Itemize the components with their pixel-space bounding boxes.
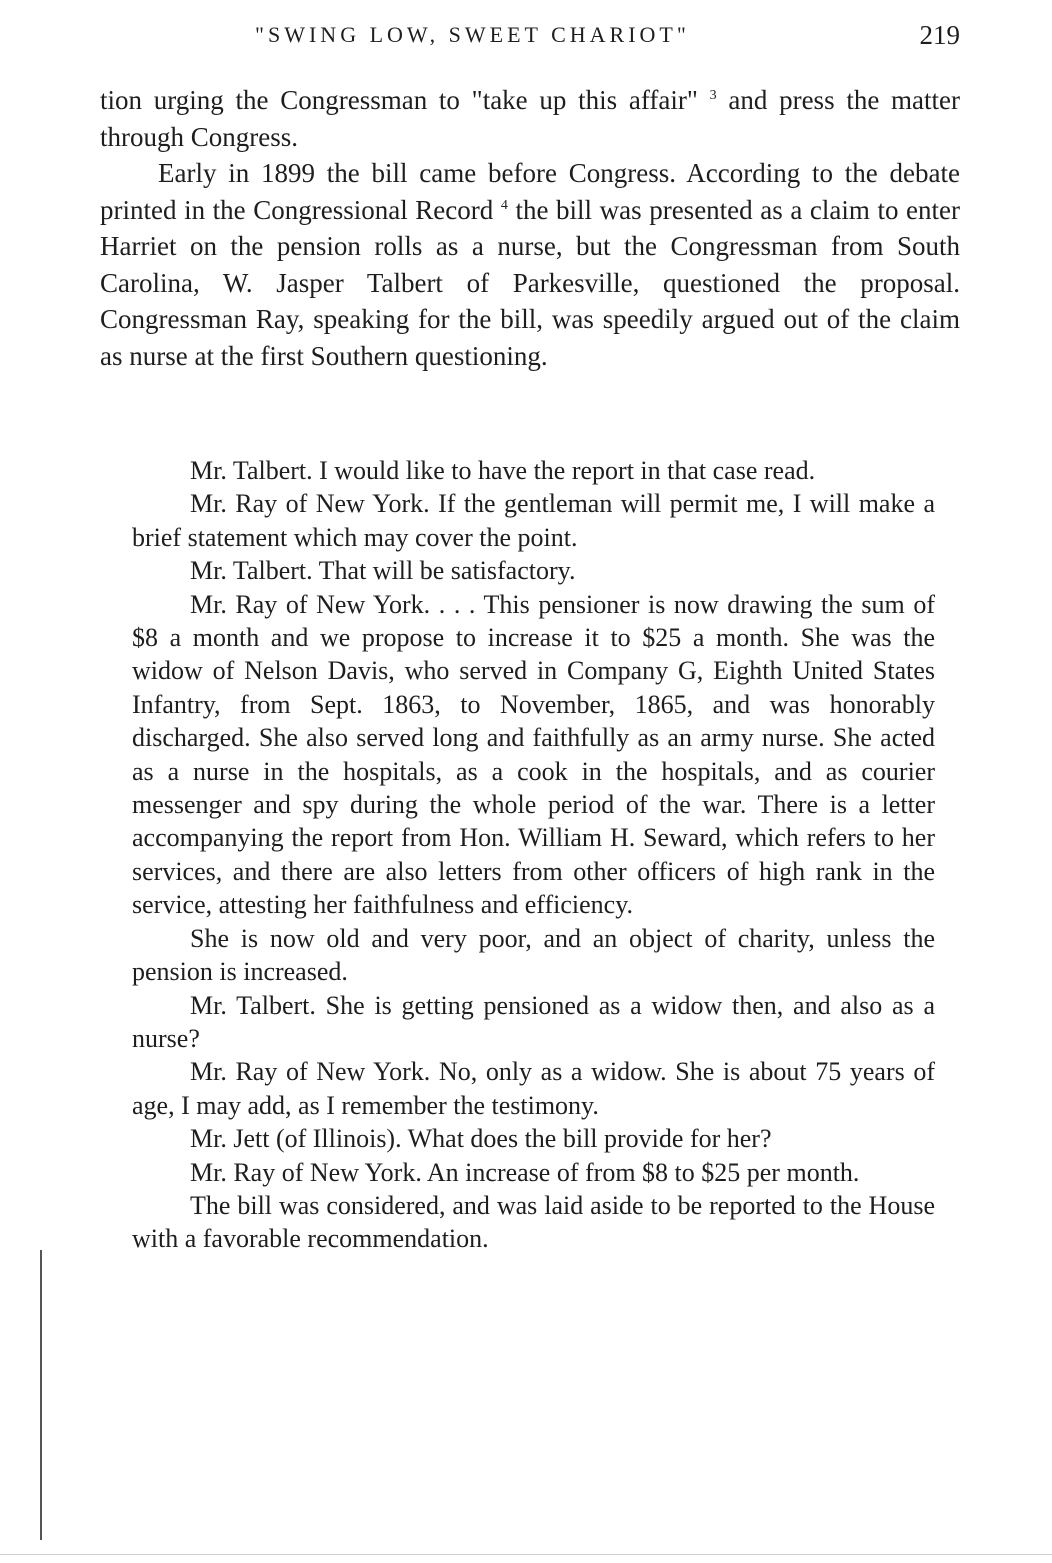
body-text xyxy=(100,82,960,374)
extract-paragraph: Mr. Talbert. She is getting pensioned as a widow then, and also as a nurse? xyxy=(132,990,935,1053)
extract-paragraph: Mr. Ray of New York. An increase of from $8 to $25 per month. xyxy=(190,1157,860,1187)
paragraph xyxy=(100,155,960,374)
footnote-reference: 3 xyxy=(709,88,717,103)
running-title: "SWING LOW, SWEET CHARIOT" xyxy=(255,22,690,47)
paragraph-text: tion urging the Congressman to "take up this affair" xyxy=(100,85,698,115)
extract-paragraph: Mr. Talbert. That will be satisfactory. xyxy=(190,556,576,586)
footnote-reference: 4 xyxy=(500,197,508,213)
paragraph-text: and press the matter through Congress. xyxy=(100,85,960,152)
paragraph-text: the bill was presented as a claim to enter Harriet on the pension rolls as a nurse, but the Congressman from South Carolina, W. Jasper Talbert of Parkesville, questioned the proposal. Congressman Ray, speaking for the bill, was speedily argued out of the claim as nurse at the first Southern questioning. xyxy=(100,194,961,371)
page-number: 219 xyxy=(919,20,960,50)
page-bottom-edge xyxy=(0,1554,1052,1555)
extract-paragraph: Mr. Ray of New York. If the gentleman will permit me, I will make a brief statement which may cover the point. xyxy=(132,489,935,552)
extract-paragraph: She is now old and very poor, and an object of charity, unless the pension is increased. xyxy=(132,923,935,987)
extract-paragraph: The bill was considered, and was laid aside to be reported to the House with a favorable recommendation. xyxy=(132,1190,935,1254)
extract-paragraph: Mr. Ray of New York. . . . This pensioner is now drawing the sum of $8 a month and we propose to increase it to $25 a month. She was the widow of Nelson Davis, who served in Company G, Eighth United States Infantry, from Sept. 1863, to November, 1865, and was honorably discharged. She also served long and faithfully as an army nurse. She acted as a nurse in the hospitals, as a cook in the hospitals, and as courier messenger and spy during the whole period of the war. There is a letter accompanying the report from Hon. William H. Seward, which refers to her services, and there are also letters from other officers of high rank in the service, attesting her faithfulness and efficiency. xyxy=(132,589,935,920)
extract-paragraph: Mr. Talbert. I would like to have the report in that case read. xyxy=(190,456,816,485)
congressional-record-extract xyxy=(132,454,935,1256)
running-head xyxy=(100,18,960,58)
paragraph xyxy=(100,82,960,155)
page-edge-line xyxy=(40,1250,42,1540)
extract-paragraph: Mr. Ray of New York. No, only as a widow. She is about 75 years of age, I may add, as I remember the testimony. xyxy=(132,1057,935,1120)
paragraph-text: Early in 1899 the bill came before Congress. According to the debate printed in the Congressional Record xyxy=(100,158,960,225)
extract-paragraph: Mr. Jett (of Illinois). What does the bill provide for her? xyxy=(190,1124,772,1154)
